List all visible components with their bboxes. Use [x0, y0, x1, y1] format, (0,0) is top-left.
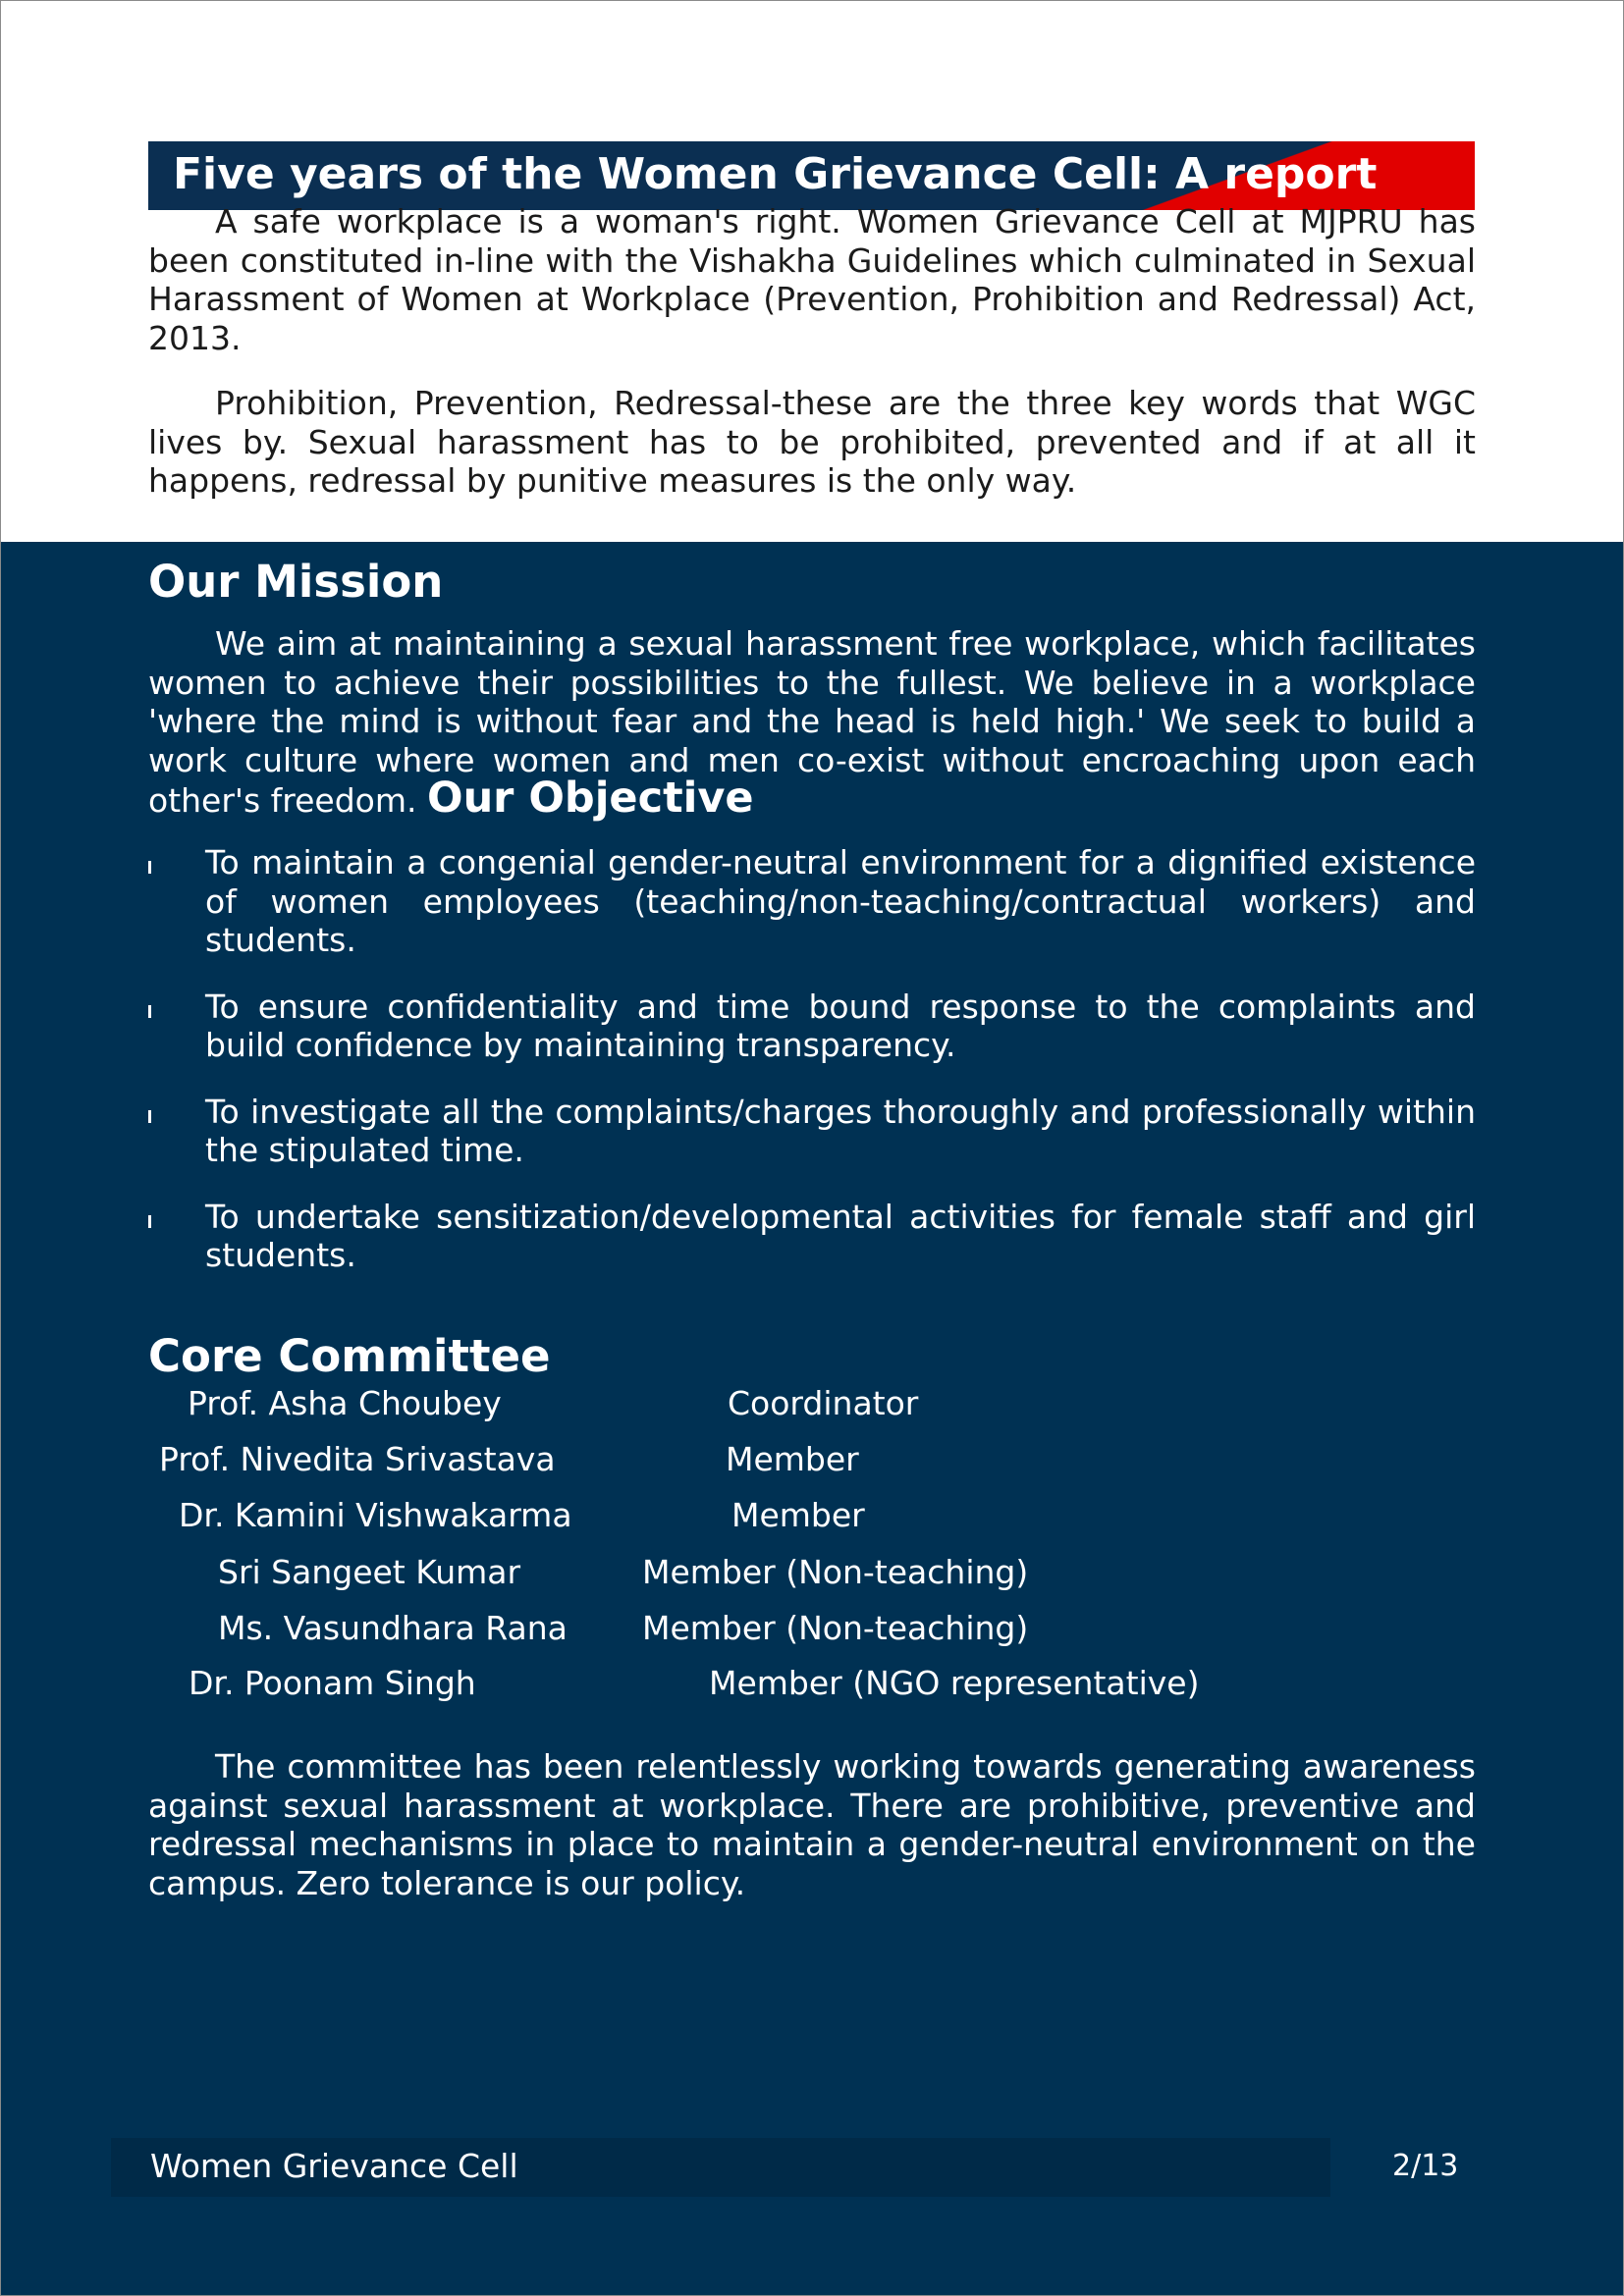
- objective-heading: Our Objective: [427, 774, 754, 823]
- member-name: Ms. Vasundhara Rana: [218, 1609, 568, 1647]
- footer-bar: [111, 2138, 1330, 2197]
- bullet-icon: [148, 1215, 151, 1228]
- member-name: Dr. Kamini Vishwakarma: [179, 1496, 572, 1534]
- objective-text: To ensure confidentiality and time bound response to the complaints and build confidence by maintaining transparency.: [205, 987, 1476, 1064]
- intro-paragraph-2: Prohibition, Prevention, Redressal-these are the three key words that WGC lives by. Sexual harassment has to be prohibited, prevented and if at all it happens, redressal by punitive measures is the only way.: [148, 384, 1476, 500]
- objective-text: To investigate all the complaints/charges thoroughly and professionally within the stipulated time.: [205, 1092, 1476, 1169]
- list-item: [148, 1093, 1476, 1170]
- list-item: [148, 988, 1476, 1065]
- closing-paragraph: The committee has been relentlessly working towards generating awareness against sexual harassment at workplace. There are prohibitive, preventive and redressal mechanisms in place to maintain a gender-neutral environment on the campus. Zero tolerance is our policy.: [148, 1747, 1476, 1902]
- member-role: Member: [726, 1440, 859, 1478]
- member-name: Dr. Poonam Singh: [189, 1664, 476, 1702]
- member-role: Member (Non-teaching): [642, 1553, 1029, 1591]
- mission-paragraph: [148, 624, 1476, 821]
- member-role: Member (NGO representative): [709, 1664, 1200, 1702]
- bullet-icon: [148, 1110, 151, 1123]
- member-name: Prof. Nivedita Srivastava: [159, 1440, 556, 1478]
- bullet-icon: [148, 1005, 151, 1018]
- objective-text: To maintain a congenial gender-neutral environment for a dignified existence of women employees (teaching/non-teaching/contractual workers) and students.: [205, 843, 1476, 959]
- bullet-icon: [148, 861, 151, 874]
- mission-heading: Our Mission: [148, 556, 444, 608]
- page-number: 2/13: [1392, 2149, 1459, 2183]
- committee-heading: Core Committee: [148, 1330, 551, 1382]
- member-role: Member (Non-teaching): [642, 1609, 1029, 1647]
- footer-label: Women Grievance Cell: [150, 2147, 518, 2185]
- intro-paragraph-1: A safe workplace is a woman's right. Women Grievance Cell at MJPRU has been constituted in-line with the Vishakha Guidelines which culminated in Sexual Harassment of Women at Workplace (Prevention, Prohibition and Redressal) Act, 2013.: [148, 202, 1476, 357]
- member-name: Sri Sangeet Kumar: [218, 1553, 521, 1591]
- list-item: [148, 1198, 1476, 1275]
- page-title: Five years of the Women Grievance Cell: A report: [173, 149, 1378, 199]
- objective-text: To undertake sensitization/developmental activities for female staff and girl students.: [205, 1197, 1476, 1274]
- title-banner: [148, 141, 1475, 210]
- objective-list: [148, 843, 1476, 1303]
- mission-text: We aim at maintaining a sexual harassment free workplace, which facilitates women to achieve their possibilities to the fullest. We believe in a workplace 'where the mind is without fear and the head is held high.' We seek to build a work culture where women and men co-exist without encroaching upon each other's freedom.: [148, 624, 1476, 820]
- member-name: Prof. Asha Choubey: [188, 1384, 502, 1422]
- list-item: [148, 843, 1476, 960]
- member-role: Member: [731, 1496, 865, 1534]
- member-role: Coordinator: [728, 1384, 919, 1422]
